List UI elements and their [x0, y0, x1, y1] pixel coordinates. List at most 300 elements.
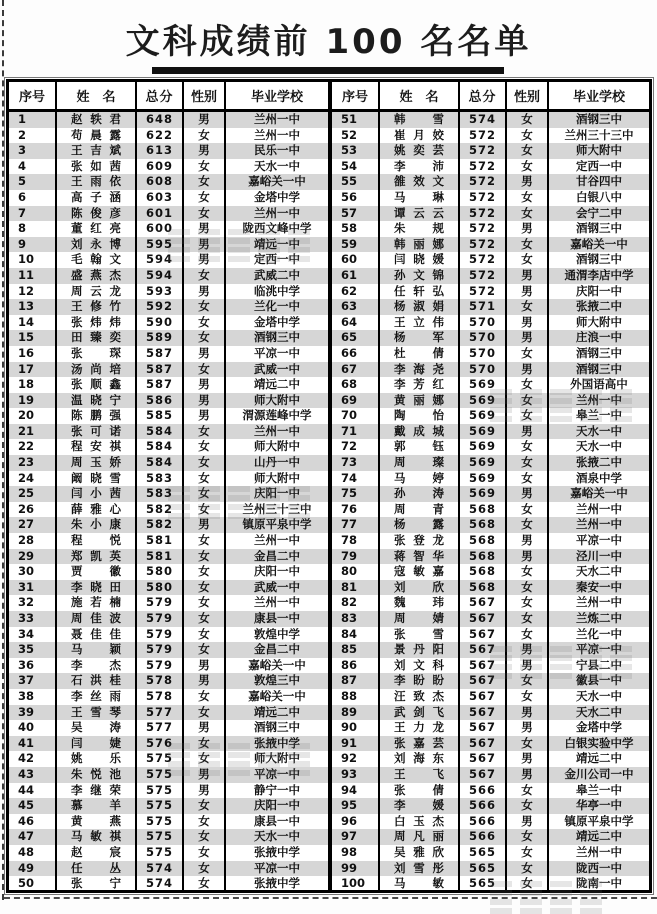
score-cell: 569 [459, 486, 506, 502]
name-cell [56, 284, 136, 300]
table-left-half [9, 82, 328, 892]
rank-cell: 24 [18, 470, 35, 485]
score-cell: 567 [459, 595, 506, 611]
table-row [9, 206, 328, 222]
table-row [9, 689, 328, 705]
table-row [9, 720, 328, 736]
student-name: 武剑飞 [394, 704, 444, 719]
score-cell: 581 [136, 533, 183, 549]
name-cell [379, 299, 459, 315]
rank-cell: 1 [9, 111, 56, 128]
score-cell: 567 [459, 642, 506, 658]
gender-cell: 男 [183, 284, 225, 300]
name-cell [379, 798, 459, 814]
column-header: 序号 [9, 82, 56, 111]
score-cell: 571 [459, 299, 506, 315]
score-cell: 579 [136, 658, 183, 674]
name-cell [56, 783, 136, 799]
name-cell [56, 533, 136, 549]
student-name: 朱悦池 [71, 766, 121, 781]
gender-cell: 女 [183, 502, 225, 518]
table-row [330, 595, 649, 611]
school-cell: 天水一中 [225, 159, 328, 175]
gender-cell: 女 [506, 439, 548, 455]
name-cell [379, 751, 459, 767]
name-cell [379, 564, 459, 580]
table-row [330, 689, 649, 705]
rank-cell: 9 [9, 237, 56, 253]
column-header: 性别 [183, 82, 225, 111]
school-cell: 定西一中 [548, 159, 649, 175]
table-row [9, 829, 328, 845]
name-cell [56, 424, 136, 440]
school-cell: 师大附中 [548, 315, 649, 331]
score-cell: 575 [136, 798, 183, 814]
table-row [330, 330, 649, 346]
name-cell [56, 876, 136, 892]
gender-cell: 男 [506, 268, 548, 284]
school-cell: 酒钢三中 [225, 330, 328, 346]
school-cell: 平凉一中 [225, 346, 328, 362]
name-cell [379, 128, 459, 144]
student-name: 李继荣 [71, 782, 121, 797]
student-name: 阚晓雪 [71, 470, 121, 485]
school-cell: 康县一中 [225, 814, 328, 830]
gender-cell: 女 [506, 393, 548, 409]
score-cell: 569 [459, 377, 506, 393]
gender-cell: 女 [506, 845, 548, 861]
name-cell [56, 330, 136, 346]
school-cell: 酒钢三中 [548, 252, 649, 268]
rank-cell: 11 [9, 268, 56, 284]
table-row [330, 549, 649, 565]
name-cell [56, 393, 136, 409]
rank-cell: 95 [330, 798, 379, 814]
table-row [330, 377, 649, 393]
table-row [330, 642, 649, 658]
gender-cell: 女 [183, 439, 225, 455]
table-row [330, 408, 649, 424]
school-cell: 泾川一中 [548, 549, 649, 565]
student-name: 王修竹 [71, 299, 121, 314]
name-cell [379, 284, 459, 300]
gender-cell: 女 [183, 299, 225, 315]
rank-cell: 64 [341, 314, 358, 329]
gender-cell: 男 [183, 673, 225, 689]
rank-cell: 14 [18, 314, 35, 329]
student-name: 魏玮 [394, 595, 444, 610]
score-cell: 600 [136, 221, 183, 237]
student-name: 李媛 [394, 798, 444, 813]
name-cell [379, 143, 459, 159]
table-row [330, 393, 649, 409]
gender-cell: 女 [506, 627, 548, 643]
gender-cell: 男 [506, 751, 548, 767]
school-cell: 陇南一中 [548, 876, 649, 892]
student-name: 韩丽娜 [394, 236, 444, 251]
score-cell: 572 [459, 221, 506, 237]
name-cell [379, 315, 459, 331]
student-name: 周青 [394, 501, 444, 516]
gender-cell: 女 [506, 237, 548, 253]
rank-cell: 42 [18, 751, 35, 766]
score-cell: 569 [459, 408, 506, 424]
name-cell [379, 876, 459, 892]
student-name: 马敏祺 [71, 829, 121, 844]
school-cell: 外国语高中 [548, 377, 649, 393]
student-name: 刘海东 [394, 751, 444, 766]
table-row [330, 611, 649, 627]
school-cell: 兰化一中 [225, 299, 328, 315]
school-cell: 会宁二中 [548, 206, 649, 222]
student-name: 姚乐 [71, 751, 121, 766]
rank-cell: 55 [330, 174, 379, 190]
score-cell: 575 [136, 751, 183, 767]
rank-cell: 45 [9, 798, 56, 814]
table-row [330, 206, 649, 222]
student-name: 张炜炜 [71, 314, 121, 329]
school-cell: 陇西一中 [548, 861, 649, 877]
school-cell: 天水一中 [548, 424, 649, 440]
student-name: 戴成城 [394, 423, 444, 438]
name-cell [379, 424, 459, 440]
student-name: 周佳波 [71, 611, 121, 625]
gender-cell: 女 [183, 564, 225, 580]
gender-cell: 男 [506, 658, 548, 674]
rank-cell: 35 [9, 642, 56, 658]
student-name: 周凡丽 [394, 829, 444, 844]
table-row [9, 159, 328, 175]
column-header: 总分 [459, 82, 506, 111]
school-cell: 宁县二中 [548, 658, 649, 674]
school-cell: 金昌二中 [225, 549, 328, 565]
gender-cell: 女 [183, 829, 225, 845]
table-row [9, 611, 328, 627]
school-cell: 兰化一中 [548, 627, 649, 643]
table-row [330, 455, 649, 471]
school-cell: 天水二中 [548, 564, 649, 580]
student-name: 张宁 [71, 876, 121, 891]
gender-cell: 女 [506, 471, 548, 487]
gender-cell: 女 [183, 642, 225, 658]
student-name: 李盼盼 [394, 673, 444, 688]
table-row [330, 315, 649, 331]
table-row [330, 751, 649, 767]
gender-cell: 女 [183, 549, 225, 565]
table-row [9, 549, 328, 565]
rank-cell: 39 [9, 705, 56, 721]
school-cell: 酒钢三中 [548, 362, 649, 378]
score-cell: 567 [459, 658, 506, 674]
name-cell [379, 346, 459, 362]
score-cell: 572 [459, 128, 506, 144]
school-cell: 天水一中 [225, 829, 328, 845]
gender-cell: 女 [183, 876, 225, 892]
student-name: 朱规 [394, 221, 444, 236]
gender-cell: 男 [506, 705, 548, 721]
student-name: 王雨依 [71, 174, 121, 189]
rank-cell: 17 [9, 362, 56, 378]
student-name: 马颖 [71, 642, 121, 657]
student-name: 苟晨露 [71, 127, 121, 142]
name-cell [56, 159, 136, 175]
table-row [330, 362, 649, 378]
rank-cell: 8 [18, 221, 27, 236]
score-table [6, 79, 652, 893]
gender-cell: 女 [506, 829, 548, 845]
school-cell: 康县一中 [225, 611, 328, 627]
rank-cell: 26 [18, 501, 35, 516]
school-cell: 张掖中学 [225, 736, 328, 752]
gender-cell: 女 [183, 736, 225, 752]
gender-cell: 女 [506, 517, 548, 533]
student-name: 陈俊彦 [71, 205, 121, 220]
rank-cell: 2 [18, 127, 27, 142]
table-row [9, 299, 328, 315]
name-cell [379, 595, 459, 611]
student-name: 马琳 [394, 189, 444, 204]
school-cell: 兰州一中 [548, 595, 649, 611]
score-cell: 572 [459, 206, 506, 222]
table-row [9, 190, 328, 206]
gender-cell: 男 [183, 143, 225, 159]
score-cell: 584 [136, 424, 183, 440]
score-cell: 574 [136, 861, 183, 877]
school-cell: 山丹一中 [225, 455, 328, 471]
gender-cell: 男 [506, 221, 548, 237]
student-name: 张琛 [71, 345, 121, 360]
name-cell [379, 517, 459, 533]
student-name: 马婷 [394, 470, 444, 485]
student-name: 张雪 [394, 626, 444, 641]
gender-cell: 女 [506, 252, 548, 268]
student-name: 刘永博 [71, 236, 121, 251]
student-name: 白玉杰 [394, 813, 444, 828]
gender-cell: 男 [506, 486, 548, 502]
student-name: 李晓田 [71, 579, 121, 594]
rank-cell: 69 [330, 393, 379, 409]
school-cell: 师大附中 [225, 439, 328, 455]
student-name: 汤尚培 [71, 361, 121, 376]
student-name: 吴涛 [71, 720, 121, 735]
rank-cell: 29 [9, 549, 56, 565]
score-cell: 589 [136, 330, 183, 346]
gender-cell: 男 [506, 814, 548, 830]
school-cell: 渭源莲峰中学 [225, 408, 328, 424]
name-cell [56, 346, 136, 362]
gender-cell: 女 [506, 206, 548, 222]
score-cell: 568 [459, 549, 506, 565]
name-cell [379, 611, 459, 627]
student-name: 张倩 [394, 782, 444, 797]
rank-cell: 71 [330, 424, 379, 440]
gender-cell: 女 [506, 876, 548, 892]
table-row [9, 876, 328, 892]
student-name: 谭云云 [394, 205, 444, 220]
table-row [9, 221, 328, 237]
rank-cell: 20 [18, 408, 35, 423]
gender-cell: 女 [506, 143, 548, 159]
name-cell [379, 221, 459, 237]
gender-cell: 男 [183, 720, 225, 736]
score-cell: 567 [459, 736, 506, 752]
student-name: 高子涵 [71, 189, 121, 204]
score-cell: 609 [136, 159, 183, 175]
score-cell: 575 [136, 845, 183, 861]
score-cell: 572 [459, 237, 506, 253]
rank-cell: 21 [9, 424, 56, 440]
table-row [9, 595, 328, 611]
rank-cell: 77 [330, 517, 379, 533]
score-cell: 569 [459, 439, 506, 455]
rank-cell: 27 [9, 517, 56, 533]
table-row [330, 252, 649, 268]
rank-cell: 68 [341, 377, 358, 392]
rank-cell: 70 [341, 408, 358, 423]
table-row [9, 564, 328, 580]
gender-cell: 女 [506, 502, 548, 518]
school-cell: 白银八中 [548, 190, 649, 206]
table-row [9, 845, 328, 861]
table-row [9, 128, 328, 144]
student-name: 刘雪彤 [394, 860, 444, 875]
score-cell: 568 [459, 533, 506, 549]
table-row [9, 284, 328, 300]
score-cell: 584 [136, 455, 183, 471]
school-cell: 兰州三十三中 [225, 502, 328, 518]
column-header: 性别 [506, 82, 548, 111]
name-cell [56, 861, 136, 877]
school-cell: 兰州一中 [548, 517, 649, 533]
score-cell: 579 [136, 611, 183, 627]
header-row [330, 82, 649, 111]
school-cell: 民乐一中 [225, 143, 328, 159]
school-cell: 庄浪一中 [548, 330, 649, 346]
gender-cell: 女 [183, 206, 225, 222]
score-cell: 567 [459, 673, 506, 689]
student-name: 王飞 [394, 766, 444, 781]
table-row [9, 377, 328, 393]
rank-cell: 3 [9, 143, 56, 159]
score-cell: 565 [459, 876, 506, 892]
gender-cell: 男 [183, 377, 225, 393]
rank-cell: 88 [341, 688, 358, 703]
rank-cell: 43 [9, 767, 56, 783]
school-cell: 武威一中 [225, 580, 328, 596]
name-cell [379, 783, 459, 799]
school-cell: 兰州一中 [225, 424, 328, 440]
rank-cell: 90 [341, 720, 358, 735]
name-cell [379, 673, 459, 689]
student-name: 任轩弘 [394, 283, 444, 298]
rank-cell: 73 [330, 455, 379, 471]
score-cell: 574 [136, 876, 183, 892]
score-cell: 568 [459, 580, 506, 596]
gender-cell: 女 [183, 455, 225, 471]
score-cell: 580 [136, 580, 183, 596]
rank-cell: 67 [330, 362, 379, 378]
name-cell [56, 439, 136, 455]
table-row [9, 486, 328, 502]
student-name: 盛燕杰 [71, 267, 121, 282]
school-cell: 兰州一中 [548, 845, 649, 861]
school-cell: 庆阳一中 [548, 284, 649, 300]
table-row [9, 798, 328, 814]
rank-cell: 94 [341, 782, 358, 797]
table-row [330, 861, 649, 877]
student-name: 李杰 [71, 657, 121, 672]
school-cell: 张掖中学 [225, 845, 328, 861]
gender-cell: 女 [183, 268, 225, 284]
rank-cell: 87 [330, 673, 379, 689]
name-cell [379, 861, 459, 877]
score-cell: 594 [136, 252, 183, 268]
score-cell: 582 [136, 517, 183, 533]
student-name: 景丹阳 [394, 642, 444, 657]
name-cell [56, 377, 136, 393]
rank-cell: 83 [330, 611, 379, 627]
score-cell: 587 [136, 362, 183, 378]
table-row [330, 705, 649, 721]
rank-cell: 7 [9, 206, 56, 222]
name-cell [56, 315, 136, 331]
table-row [330, 439, 649, 455]
rank-cell: 37 [9, 673, 56, 689]
student-name: 周云龙 [71, 283, 121, 298]
school-cell: 天水二中 [548, 705, 649, 721]
table-row [9, 736, 328, 752]
gender-cell: 女 [183, 814, 225, 830]
student-name: 姚奕芸 [394, 143, 444, 158]
student-name: 王立伟 [394, 314, 444, 329]
student-name: 崔月姣 [394, 127, 444, 142]
rank-cell: 33 [9, 611, 56, 627]
rank-cell: 78 [341, 533, 358, 548]
rank-cell: 41 [9, 736, 56, 752]
student-name: 张嘉芸 [394, 735, 444, 750]
school-cell: 张掖二中 [548, 455, 649, 471]
table-row [330, 284, 649, 300]
student-name: 张如茜 [71, 158, 121, 173]
gender-cell: 女 [183, 689, 225, 705]
name-cell [379, 393, 459, 409]
student-name: 李海尧 [394, 361, 444, 376]
rank-cell: 5 [9, 174, 56, 190]
perforated-left-edge [2, 0, 4, 900]
school-cell: 兰州三十三中 [548, 128, 649, 144]
name-cell [56, 486, 136, 502]
score-cell: 575 [136, 814, 183, 830]
school-cell: 酒钢三中 [548, 346, 649, 362]
score-cell: 577 [136, 705, 183, 721]
gender-cell: 男 [183, 393, 225, 409]
rank-cell: 4 [18, 158, 27, 173]
gender-cell: 女 [506, 580, 548, 596]
score-cell: 570 [459, 346, 506, 362]
rank-cell: 65 [330, 330, 379, 346]
score-cell: 578 [136, 689, 183, 705]
rank-cell: 47 [9, 829, 56, 845]
rank-cell: 12 [18, 283, 35, 298]
school-cell: 嘉峪关一中 [548, 237, 649, 253]
rank-cell: 100 [341, 876, 366, 891]
table-row [9, 751, 328, 767]
table-row [330, 627, 649, 643]
name-cell [56, 845, 136, 861]
rank-cell: 56 [341, 189, 358, 204]
school-cell: 临洮中学 [225, 284, 328, 300]
table-row [9, 767, 328, 783]
